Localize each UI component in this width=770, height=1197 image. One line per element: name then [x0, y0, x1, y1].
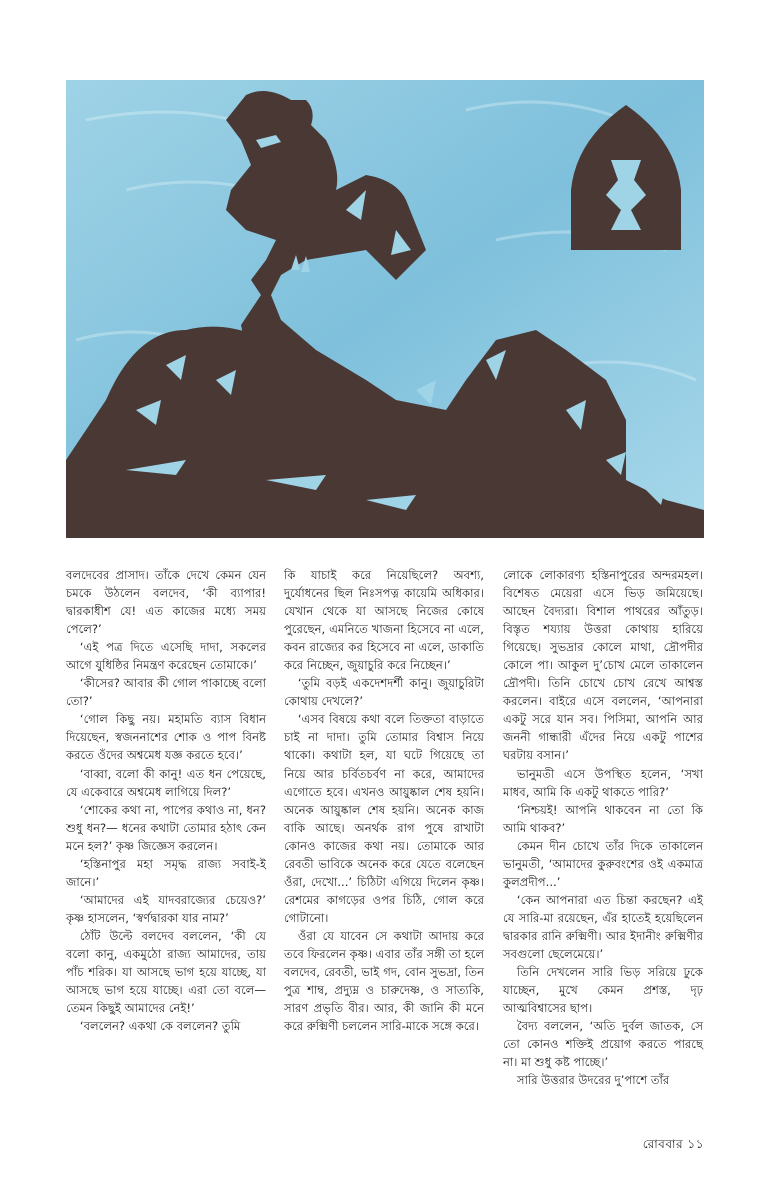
paragraph: বলদেবের প্রাসাদ। তাঁকে দেখে কেমন যেন চমকে উঠলেন বলদেব, ‘কী ব্যাপার! দ্বারকাধীশ যে! এত কাজের মধ্যে সময় পেলে?’: [66, 568, 266, 637]
page-footer: রোববার ১১: [642, 1137, 704, 1151]
paper-cut-silhouette-illustration: [66, 80, 704, 538]
paragraph: কি যাচাই করে নিয়েছিলে? অবশ্য, দুর্যোধনের ছিল নিঃসপত্ন কায়েমি অধিকার। যেখান থেকে যা আসছে নিজের কোষে পুরেছেন, এমনিতে খাজনা হিসেবে না এলে, কবন রাজ্যের কর হিসেবে না এলে, ডাকাতি করে নিচ্ছেন, জুয়াচুরি করে নিচ্ছেন।’: [284, 568, 484, 673]
paragraph: কেমন দীন চোখে তাঁর দিকে তাকালেন ভানুমতী, ‘আমাদের কুরুবংশের ওই একমাত্র কুলপ্রদীপ...’: [503, 838, 703, 889]
paragraph: লোকে লোকারণ্য হস্তিনাপুরের অন্দরমহল। বিশেষত মেয়েরা এসে ভিড় জমিয়েছে। আছেন বৈদ্যরা। বিশাল পাথরের আঁতুড়। বিস্তৃত শয্যায় উত্তরা কোথায় হারিয়ে গিয়েছে। সুভদ্রার কোলে মাথা, দ্রৌপদীর কোলে পা। আকুল দু’চোখ মেলে তাকালেন দ্রৌপদী। তিনি চোখে চোখ রেখে আশ্বস্ত করলেন। বাইরে এসে বললেন, ‘আপনারা একটু সরে যান সব। পিসিমা, আপনি আর জননী গান্ধারী এঁদের নিয়ে একটু পাশের ঘরটায় বসান।’: [503, 568, 703, 763]
paragraph: ‘কেন আপনারা এত চিন্তা করছেন? এই যে সারি-মা রয়েছেন, এঁর হাতেই হয়েছিলেন দ্বারকার রানি রুক্মিণী। আর ইদানীং রুক্মিণীর সবগুলো ছেলেমেয়ে।’: [503, 892, 703, 961]
paragraph: ‘গোল কিছু নয়। মহামতি ব্যাস বিধান দিয়েছেন, স্বজননাশের শোক ও পাপ বিনষ্ট করতে ওঁদের অশ্বমেধ যজ্ঞ করতে হবে।’: [66, 712, 266, 763]
paragraph: ‘বাব্বা, বলো কী কানু! এত ধন পেয়েছে, যে একেবারে অশ্বমেধ লাগিয়ে দিল?’: [66, 766, 266, 799]
paragraph: বৈদ্য বললেন, ‘অতি দুর্বল জাতক, সে তো কোনও শক্তিই প্রয়োগ করতে পারছে না। মা শুধু কষ্ট পাচ্ছে।’: [503, 1019, 703, 1070]
text-column-1: [66, 566, 266, 1035]
paragraph: ‘কীসের? আবার কী গোল পাকাচ্ছে বলো তো?’: [66, 676, 266, 709]
paragraph: ‘হস্তিনাপুর মহা সমৃদ্ধ রাজ্য সবাই-ই জানে।’: [66, 856, 266, 889]
paragraph: ‘তুমি বড়ই একদেশদর্শী কানু। জুয়াচুরিটা কোথায় দেখলে?’: [284, 676, 484, 709]
illustration: [66, 80, 704, 538]
text-column-2: [284, 566, 484, 1035]
paragraph: ওঁরা যে যাবেন সে কথাটা আদায় করে তবে ফিরলেন কৃষ্ণ। এবার তাঁর সঙ্গী তা হলে বলদেব, রেবতী, ভাই গদ, বোন সুভদ্রা, তিন পুত্র শাম্ব, প্রদ্যুম্ন ও চারুদেষ্ণ, ও সাত্যকি, সারণ প্রভৃতি বীর। আর, কী জানি কী মনে করে রুক্মিণী চললেন সারি-মাকে সঙ্গে করে।: [284, 928, 484, 1034]
paragraph: ঠোঁট উল্টে বলদেব বললেন, ‘কী যে বলো কানু, একমুঠো রাজ্য আমাদের, তায় পাঁচ শরিক। যা আসছে ভাগ হয়ে যাচ্ছে, যা আসছে ভাগ হয়ে যাচ্ছে। এরা তো বলে— তেমন কিছুই আমাদের নেই!’: [66, 928, 266, 1016]
paragraph: তিনি দেখলেন সারি ভিড় সরিয়ে ঢুকে যাচ্ছেন, মুখে কেমন প্রশস্ত, দৃঢ় আত্মবিশ্বাসের ছাপ।: [503, 965, 703, 1016]
paragraph: ভানুমতী এসে উপস্থিত হলেন, ‘সখা মাধব, আমি কি একটু থাকতে পারি?’: [503, 766, 703, 799]
paragraph: ‘নিশ্চয়ই! আপনি থাকবেন না তো কি আমি থাকব?’: [503, 802, 703, 835]
paragraph: ‘এসব বিষয়ে কথা বলে তিক্ততা বাড়াতে চাই না দাদা। তুমি তোমার বিশ্বাস নিয়ে থাকো। কথাটা হল, যা ঘটে গিয়েছে তা নিয়ে আর চর্বিতচর্বণ না করে, আমাদের এগোতে হবে। এখনও আয়ুষ্কাল শেষ হয়নি। অনেক আয়ুষ্কাল শেষ হয়নি। অনেক কাজ বাকি আছে। অনর্থক রাগ পুষে রাখাটা কোনও কাজের কথা নয়। তোমাকে আর রেবতী ভাবিকে অনেক করে যেতে বলেছেন ওঁরা, দেখো...’ চিঠিটা এগিয়ে দিলেন কৃষ্ণ। রেশমের কাগড়ের ওপর চিঠি, গোল করে গোটানো।: [284, 712, 484, 925]
paragraph: ‘শোকের কথা না, পাপের কথাও না, ধন? শুধু ধন?— ধনের কথাটা তোমার হঠাৎ কেন মনে হল?’ কৃষ্ণ জিজ্ঞেস করলেন।: [66, 802, 266, 853]
text-column-3: [503, 566, 703, 1089]
paragraph: ‘বললেন? একথা কে বললেন? তুমি: [79, 1019, 241, 1034]
paragraph: সারি উত্তরার উদরের দু’পাশে তাঁর: [516, 1073, 670, 1088]
paragraph: ‘এই পত্র দিতে এসেছি দাদা, সকলের আগে যুধিষ্ঠির নিমন্ত্রণ করেছেন তোমাকে।’: [66, 640, 266, 673]
paragraph: ‘আমাদের এই যাদবরাজ্যের চেয়েও?’ কৃষ্ণ হাসলেন, ‘স্বর্ণদ্বারকা যার নাম?’: [66, 892, 266, 925]
